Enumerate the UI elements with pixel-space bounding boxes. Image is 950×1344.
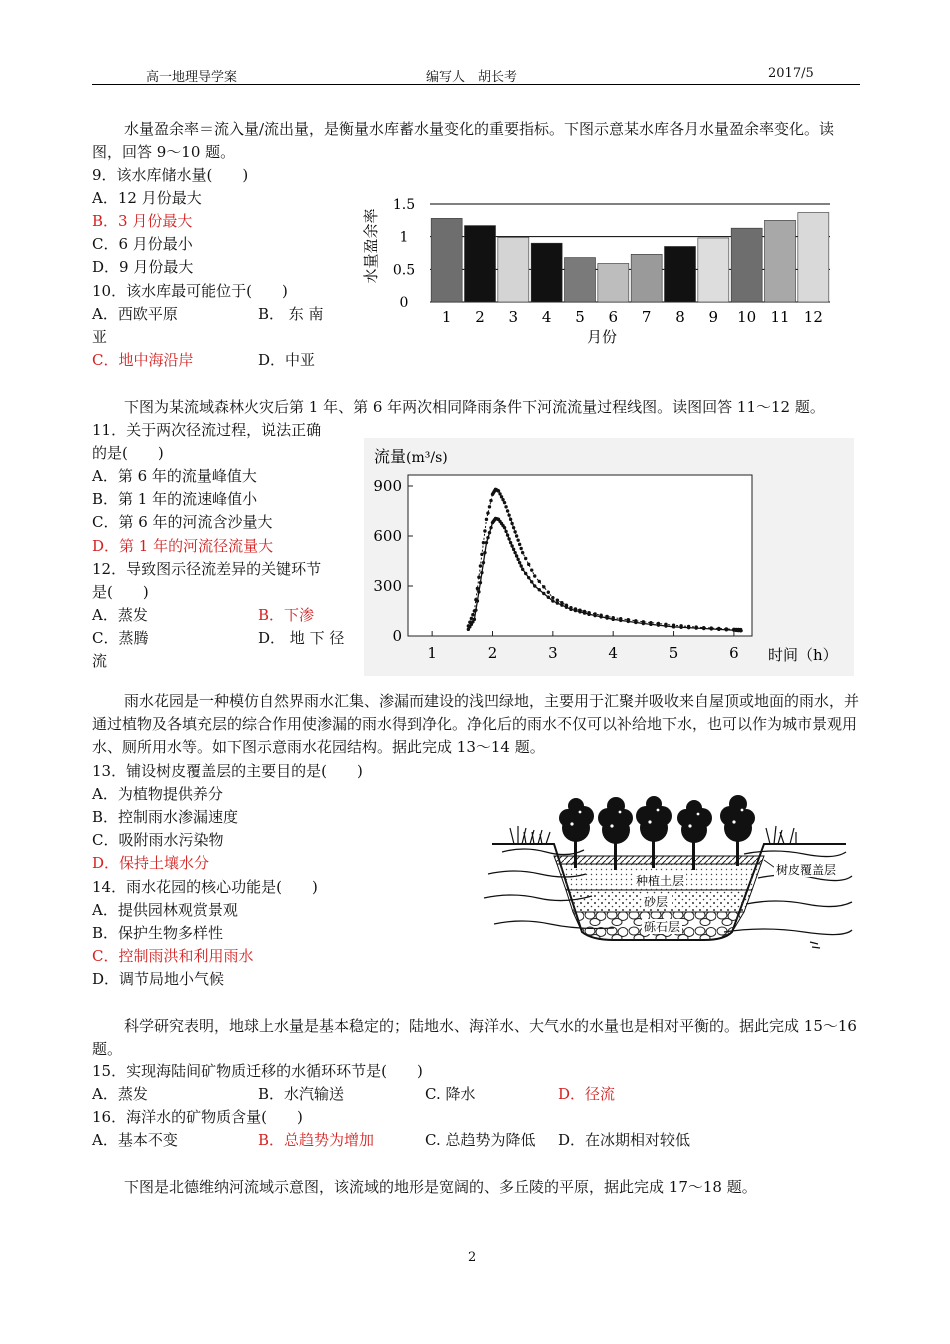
q13-option-c: C．吸附雨水污染物: [92, 831, 224, 849]
line-point: [527, 576, 530, 579]
bar-xtick-label: 3: [508, 308, 519, 326]
line-point: [488, 505, 491, 508]
label-sand-layer: 砂层: [644, 895, 669, 909]
q13-stem: 13．铺设树皮覆盖层的主要目的是( ): [92, 762, 363, 780]
bar-xtick-label: 9: [708, 308, 719, 326]
intro-paragraph-3: 雨水花园是一种模仿自然界雨水汇集、渗漏而建设的浅凹绿地，主要用于汇聚并吸收来自屋顶或地面的雨水，并通过植物及各填充层的综合作用使渗漏的雨水得到净化。净化后的雨水不仅可以补给地下水，也可以作为城市景观用水、厕所用水等。如下图示意雨水花园结构。据此完成 13～14 题。: [92, 692, 860, 756]
line-point: [473, 618, 476, 621]
bar-month-8: [665, 246, 696, 302]
header-date: 2017/5: [768, 66, 814, 81]
q11-option-b: B．第 1 年的流速峰值小: [92, 490, 258, 508]
line-xtick-label: 4: [608, 644, 618, 662]
bar-xtick-label: 8: [675, 308, 685, 326]
line-point: [474, 608, 477, 611]
line-point: [489, 526, 492, 529]
line-point: [503, 526, 506, 529]
bar-ytick-label: 0.5: [392, 262, 416, 279]
line-ytick-label: 300: [373, 577, 402, 595]
bar-month-11: [765, 220, 796, 302]
line-point: [574, 609, 577, 612]
line-point: [504, 505, 507, 508]
line-point: [503, 501, 506, 504]
line-point: [642, 622, 645, 625]
line-point: [583, 611, 586, 614]
bar-xtick-label: 6: [608, 308, 619, 326]
bar-xtick-label: 2: [475, 308, 485, 326]
line-ytick-label: 600: [373, 527, 402, 545]
q14-option-b: B．保护生物多样性: [92, 924, 224, 942]
line-point: [518, 561, 521, 564]
line-point: [500, 495, 503, 498]
q12-option-d: D． 地 下 径: [258, 629, 345, 647]
q11-stem: 11．关于两次径流过程，说法正确: [92, 421, 322, 439]
line-point: [672, 625, 675, 628]
intro-paragraph-1: 水量盈余率＝流入量/流出量，是衡量水库蓄水量变化的重要指标。下图示意某水库各月水量盈余率变化。读图，回答 9～10 题。: [92, 120, 835, 161]
line-point: [521, 551, 524, 554]
bar-chart-xlabel: 月份: [586, 328, 618, 346]
q12-option-d-cont: 流: [92, 652, 108, 670]
line-chart-xlabel: 时间（h）: [768, 646, 838, 664]
line-point: [556, 598, 559, 601]
q11-option-a: A．第 6 年的流量峰值大: [92, 467, 257, 485]
line-point: [530, 568, 533, 571]
line-point: [506, 509, 509, 512]
line-point: [506, 533, 509, 536]
label-gravel-layer: 砾石层: [644, 920, 681, 934]
header-course: 高一地理导学案: [146, 70, 238, 85]
q15-option-a: A．蒸发: [92, 1085, 148, 1103]
line-point: [485, 541, 488, 544]
q15-stem: 15．实现海陆间矿物质迁移的水循环环节是( ): [92, 1062, 423, 1080]
line-point: [476, 599, 479, 602]
q13-option-b: B．控制雨水渗漏速度: [92, 808, 239, 826]
q13-option-a: A．为植物提供养分: [92, 785, 223, 803]
bar-month-10: [731, 228, 762, 302]
line-point: [679, 626, 682, 629]
line-point: [501, 498, 504, 501]
line-point: [533, 584, 536, 587]
bar-month-6: [598, 263, 629, 302]
line-point: [497, 489, 500, 492]
line-point: [489, 499, 492, 502]
line-point: [538, 588, 541, 591]
bar-month-3: [498, 237, 529, 302]
line-point: [513, 530, 516, 533]
line-point: [533, 574, 536, 577]
bar-xtick-label: 7: [641, 308, 652, 326]
q16-option-b-answer: B．总趋势为增加: [258, 1131, 375, 1149]
line-point: [483, 551, 486, 554]
line-point: [551, 596, 554, 599]
line-point: [587, 613, 590, 616]
line-point: [519, 547, 522, 550]
line-point: [482, 541, 485, 544]
line-xtick-label: 6: [729, 644, 739, 662]
line-point: [516, 558, 519, 561]
intro-paragraph-5: 下图是北德维纳河流域示意图，该流域的地形是宽阔的、多丘陵的平原，据此完成 17～18 题。: [124, 1178, 757, 1196]
q11-option-c: C．第 6 年的河流含沙量大: [92, 513, 273, 531]
line-point: [479, 564, 482, 567]
line-point: [477, 590, 480, 593]
line-point: [527, 563, 530, 566]
line-point: [486, 536, 489, 539]
line-point: [593, 614, 596, 617]
line-point: [524, 572, 527, 575]
q10-option-a: A．西欧平原: [92, 305, 178, 323]
q14-option-c-answer: C．控制雨洪和利用雨水: [92, 947, 254, 965]
q10-option-b-cont: 亚: [92, 328, 108, 346]
line-point: [515, 554, 518, 557]
bar-xtick-label: 11: [770, 308, 790, 326]
line-point: [530, 580, 533, 583]
line-point: [717, 628, 720, 631]
line-point: [513, 551, 516, 554]
line-point: [504, 530, 507, 533]
q11-stem-cont: 的是( ): [92, 444, 164, 462]
bar-xtick-label: 5: [575, 308, 585, 326]
bar-month-1: [431, 218, 462, 302]
bar-month-9: [698, 238, 729, 302]
q9-option-d: D．9 月份最大: [92, 258, 194, 276]
q9-option-b-answer: B．3 月份最大: [92, 212, 193, 230]
bar-ytick-label: 0: [399, 295, 409, 311]
bark-layer: [554, 856, 764, 864]
q12-option-a: A．蒸发: [92, 606, 148, 624]
intro-paragraph-2: 下图为某流域森林火灾后第 1 年、第 6 年两次相同降雨条件下河流流量过程线图。读图回答 11～12 题。: [124, 398, 825, 416]
line-point: [510, 544, 513, 547]
q10-option-d: D．中亚: [258, 351, 316, 369]
line-point: [547, 596, 550, 599]
q14-option-a: A．提供园林观赏景观: [92, 901, 238, 919]
line-xtick-label: 5: [668, 644, 679, 662]
line-xtick-label: 1: [427, 644, 437, 662]
bar-ytick-label: 1.5: [392, 197, 416, 213]
line-point: [565, 606, 568, 609]
q9-stem: 9．该水库储水量( ): [92, 166, 249, 184]
line-point: [599, 615, 602, 618]
q12-stem-cont: 是( ): [92, 583, 149, 601]
line-point: [569, 608, 572, 611]
line-chart: [364, 438, 854, 676]
line-point: [480, 553, 483, 556]
line-point: [605, 616, 608, 619]
q16-option-c: C. 总趋势为降低: [425, 1131, 536, 1149]
line-point: [470, 617, 473, 620]
line-point: [547, 591, 550, 594]
line-point: [512, 548, 515, 551]
line-point: [509, 518, 512, 521]
q10-stem: 10．该水库最可能位于( ): [92, 282, 288, 300]
q14-option-d: D．调节局地小气候: [92, 970, 225, 988]
line-point: [619, 619, 622, 622]
bar-month-2: [465, 226, 496, 302]
line-point: [542, 592, 545, 595]
line-point: [694, 626, 697, 629]
bar-xtick-label: 1: [441, 308, 452, 326]
bar-xtick-label: 10: [737, 308, 757, 326]
header-author: 编写人 胡长考: [426, 70, 518, 85]
line-point: [471, 613, 474, 616]
line-point: [486, 511, 489, 514]
line-point: [634, 621, 637, 624]
q13-option-d-answer: D．保持土壤水分: [92, 854, 210, 872]
line-point: [507, 537, 510, 540]
line-point: [542, 585, 545, 588]
line-point: [725, 628, 728, 631]
bar-month-12: [798, 212, 829, 302]
intro-paragraph-4: 科学研究表明，地球上水量是基本稳定的；陆地水、海洋水、大气水的水量也是相对平衡的。据此完成 15～16 题。: [92, 1017, 857, 1058]
q15-option-b: B．水汽输送: [258, 1085, 345, 1103]
rain-garden-diagram: [474, 782, 856, 970]
line-point: [687, 626, 690, 629]
line-chart-ylabel: 流量(m³/s): [374, 447, 448, 466]
line-point: [519, 564, 522, 567]
q10-option-c-answer: C．地中海沿岸: [92, 351, 194, 369]
line-point: [483, 529, 486, 532]
bar-chart: [354, 188, 834, 358]
q15-option-c: C. 降水: [425, 1085, 476, 1103]
line-point: [509, 541, 512, 544]
line-point: [649, 623, 652, 626]
q9-option-a: A．12 月份最大: [92, 189, 202, 207]
line-point: [482, 561, 485, 564]
line-point: [488, 531, 491, 534]
line-point: [524, 557, 527, 560]
line-point: [538, 580, 541, 583]
q16-option-d: D．在冰期相对较低: [558, 1131, 691, 1149]
q11-option-d-answer: D．第 1 年的河流径流量大: [92, 537, 274, 555]
line-point: [479, 581, 482, 584]
line-point: [518, 543, 521, 546]
line-point: [516, 538, 519, 541]
bar-month-7: [631, 254, 662, 302]
q12-option-c: C．蒸腾: [92, 629, 149, 647]
line-point: [702, 627, 705, 630]
q16-stem: 16．海洋水的矿物质含量( ): [92, 1108, 303, 1126]
bar-chart-ylabel: 水量盈余率: [362, 208, 380, 284]
line-point: [611, 618, 614, 621]
line-point: [664, 624, 667, 627]
line-point: [556, 601, 559, 604]
q15-option-d-answer: D．径流: [558, 1085, 616, 1103]
line-point: [480, 571, 483, 574]
line-point: [560, 603, 563, 606]
q16-option-a: A．基本不变: [92, 1131, 178, 1149]
line-point: [627, 620, 630, 623]
line-point: [507, 513, 510, 516]
q10-option-b: B． 东 南: [258, 305, 324, 323]
line-point: [710, 627, 713, 630]
q14-stem: 14．雨水花园的核心功能是( ): [92, 878, 318, 896]
line-point: [477, 576, 480, 579]
line-ytick-label: 900: [373, 477, 402, 495]
header-rule: [92, 84, 860, 85]
q12-stem: 12．导致图示径流差异的关键环节: [92, 560, 322, 578]
line-point: [739, 629, 742, 632]
line-point: [510, 522, 513, 525]
line-point: [657, 623, 660, 626]
line-point: [578, 610, 581, 613]
bar-xtick-label: 4: [541, 308, 552, 326]
line-point: [512, 526, 515, 529]
bar-month-4: [531, 243, 562, 302]
line-point: [521, 568, 524, 571]
line-ytick-label: 0: [392, 627, 402, 645]
bar-ytick-label: 1: [399, 229, 409, 246]
bar-xtick-label: 12: [803, 308, 823, 326]
line-xtick-label: 2: [487, 644, 498, 662]
q12-option-b-answer: B．下渗: [258, 606, 315, 624]
line-point: [485, 518, 488, 521]
label-bark-layer: 树皮覆盖层: [776, 863, 837, 877]
page-number: 2: [468, 1250, 477, 1265]
line-xtick-label: 3: [548, 644, 558, 662]
label-soil-layer: 种植土层: [636, 874, 685, 888]
line-point: [551, 599, 554, 602]
line-point: [476, 587, 479, 590]
q9-option-c: C．6 月份最小: [92, 235, 193, 253]
bar-month-5: [565, 258, 596, 302]
line-point: [498, 492, 501, 495]
line-point: [515, 534, 518, 537]
